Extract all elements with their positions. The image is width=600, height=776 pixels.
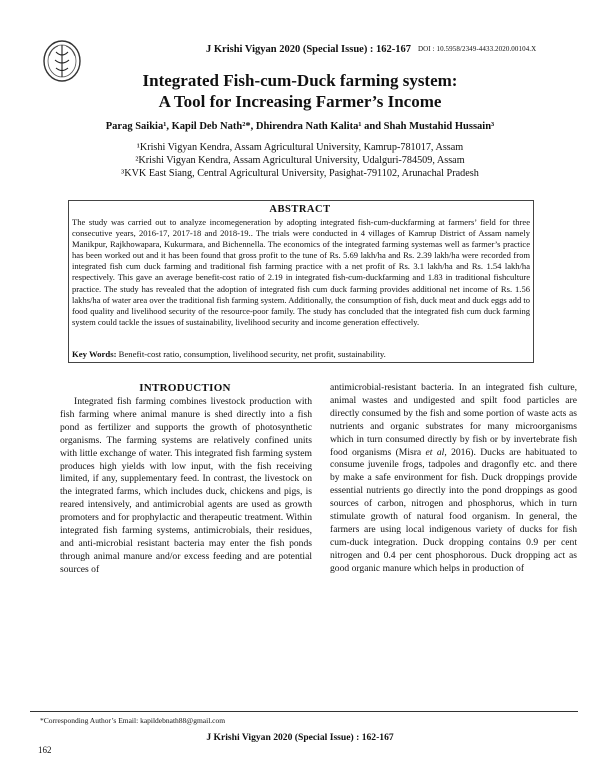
paper-title	[0, 70, 600, 112]
intro-right-italic: et al	[425, 446, 445, 458]
intro-right-text-b: , 2016). Ducks are habituated to consume juvenile frogs, tadpoles and dragonfly etc. and there by make a safe environment for fish. Duck droppings provide essential nutrients go directly into the pond droppings as good sources of carbon, nitrogen and phosphorus, which in turn stimulate growth of natural food organism. In general, the farmers are using local indigenous variety of ducks for fish cum-duck integration. Duck dropping contains 0.9 per cent nitrogen and 0.4 per cent phosphorous. Duck dropping act as good organic manure which helps in production of	[330, 446, 577, 574]
affiliation-2: ²Krishi Vigyan Kendra, Assam Agricultural University, Udalguri-784509, Assam	[135, 155, 465, 166]
affiliation-3: ³KVK East Siang, Central Agricultural University, Pasighat-791102, Arunachal Pradesh	[121, 168, 479, 179]
journal-name: J Krishi Vigyan 2020 (Special Issue) : 162-167	[206, 44, 412, 55]
author-list: Parag Saikia¹, Kapil Deb Nath²*, Dhirendra Nath Kalita¹ and Shah Mustahid Hussain³	[105, 121, 495, 132]
intro-left-column: Integrated fish farming combines livestock production with fish farming where animal manure is shed directly into a fish pond as fertilizer and supports the growth of photosynthetic organisms. The farming systems are relatively confined units with little exchange of water. This integrated fish farming system produces high yields with low input, with the fish receiving limited, if any, supplementary feed. In contrast, the livestock on the integrated farms, which includes duck, chickens and pigs, is reared intensively, and antimicrobial agents are used as growth promoters and for prophylactic and therapeutic treatment. Within integrated fish farming systems, antimicrobials, their residues, and anti-microbial resistant bacteria may enter the fish ponds through animal manure and/or excess feeding and are potential sources of	[60, 396, 312, 575]
title-line-2: A Tool for Increasing Farmer’s Income	[158, 92, 442, 111]
keywords-list: Benefit-cost ratio, consumption, livelihood security, net profit, sustainability.	[118, 349, 386, 359]
introduction-heading: INTRODUCTION	[139, 382, 231, 394]
corresponding-author-footnote: *Corresponding Author’s Email: kapildebnath88@gmail.com	[40, 716, 226, 725]
affiliation-1: ¹Krishi Vigyan Kendra, Assam Agricultural University, Kamrup-781017, Assam	[136, 142, 464, 153]
keywords	[72, 349, 530, 359]
abstract-text: The study was carried out to analyze incomegeneration by adopting integrated fish-cum-duckfarming at farmers’ field for three consecutive years, 2016-17, 2017-18 and 2018-19.. The trials were conducted in 4 villages of Kamrup District of Assam namely Manikpur, Rajkhowapara, Kukurmara, and Bichennella. The economics of the integrated farming systemas well as farmer’s practice has been worked out and it has been found that gross profit to the tune of Rs. 5.69 lakh/ha and Rs. 2.39 lakh/ha were recorded from integrated fish cum duck farming and traditional fish farming practice with a net profit of Rs. 3.1 lakh/ha and Rs. 1.54 lakh/ha respectively. This gave an average benefit-cost ratio of 2.19 in integrated fish-cum-duckfarming and 1.83 in traditional fishculture practice. The study has revealed that the adoption of integrated fish cum duck farming provides additional net income of Rs. 1.56 lakhs/ha of water area over the traditional fish farming system. Additionally, the consumption of fish, duck meat and duck eggs add to food quality and livelihood security of the resource-poor family. The study has concluded that the integrated fish cum duck farming system could tackle the issues of sustainability, livelihood security and income generation effectively.	[72, 217, 531, 327]
footnote-divider	[30, 711, 578, 712]
intro-right-text-a: antimicrobial-resistant bacteria. In an integrated fish culture, animal wastes and undigested and spilt food particles are directly consumed by the fish and some portion of waste acts as nutrients and organic substrates for many microorganisms which in turn consumed directly by fish or by invertebrate fish food organisms (Misra	[330, 382, 577, 458]
footer-journal: J Krishi Vigyan 2020 (Special Issue) : 162-167	[206, 732, 394, 743]
doi: DOI : 10.5958/2349-4433.2020.00104.X	[418, 45, 537, 53]
page-number: 162	[38, 745, 52, 755]
affiliations	[0, 141, 600, 180]
intro-right-column	[330, 382, 577, 576]
title-line-1: Integrated Fish-cum-Duck farming system:	[142, 71, 458, 90]
keywords-label: Key Words:	[72, 349, 117, 359]
abstract-heading: ABSTRACT	[269, 204, 331, 215]
